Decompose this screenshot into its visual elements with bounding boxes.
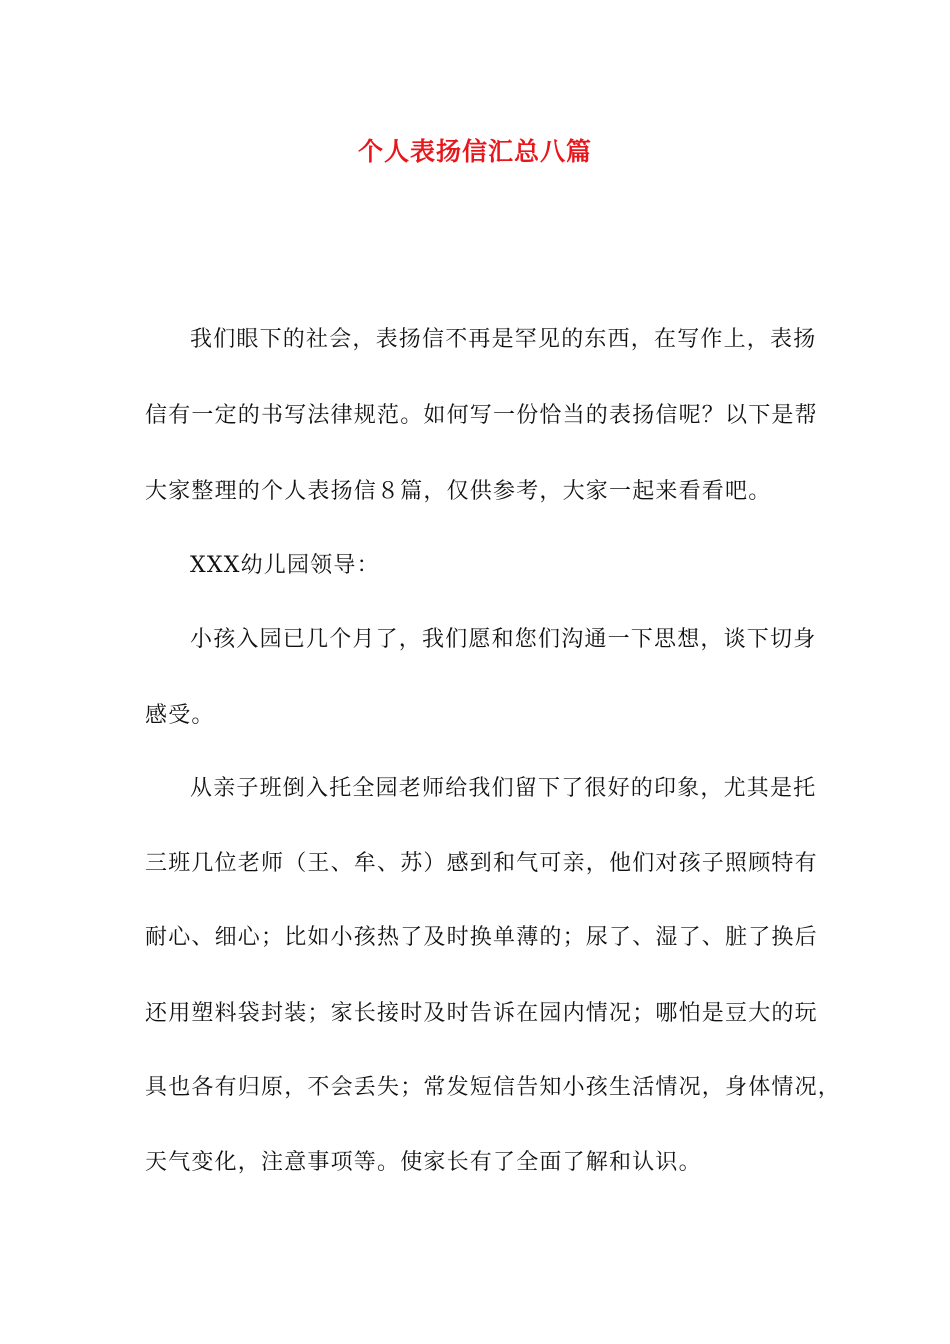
paragraph-line: 天气变化，注意事项等。使家长有了全面了解和认识。: [145, 1150, 702, 1175]
paragraph-line: 感受。: [145, 703, 215, 728]
paragraph-line: 大家整理的个人表扬信８篇，仅供参考，大家一起来看看吧。: [145, 479, 772, 504]
paragraph-line: 信有一定的书写法律规范。如何写一份恰当的表扬信呢？以下是帮: [145, 403, 818, 428]
paragraph-line: 小孩入园已几个月了，我们愿和您们沟通一下思想，谈下切身: [190, 627, 817, 652]
paragraph-line: 从亲子班倒入托全园老师给我们留下了很好的印象，尤其是托: [190, 776, 817, 801]
document-title: 个人表扬信汇总八篇: [357, 137, 592, 166]
paragraph-line: 耐心、细心；比如小孩热了及时换单薄的；尿了、湿了、脏了换后: [145, 925, 818, 950]
paragraph-line: 还用塑料袋封装；家长接时及时告诉在园内情况；哪怕是豆大的玩: [145, 1001, 818, 1026]
paragraph-line: 三班几位老师（王、牟、苏）感到和气可亲，他们对孩子照顾特有: [145, 851, 818, 876]
salutation: XXX幼儿园领导：: [190, 553, 380, 578]
paragraph-line: 具也各有归原，不会丢失；常发短信告知小孩生活情况，身体情况，: [145, 1075, 842, 1100]
paragraph-line: 我们眼下的社会，表扬信不再是罕见的东西，在写作上，表扬: [190, 327, 817, 352]
